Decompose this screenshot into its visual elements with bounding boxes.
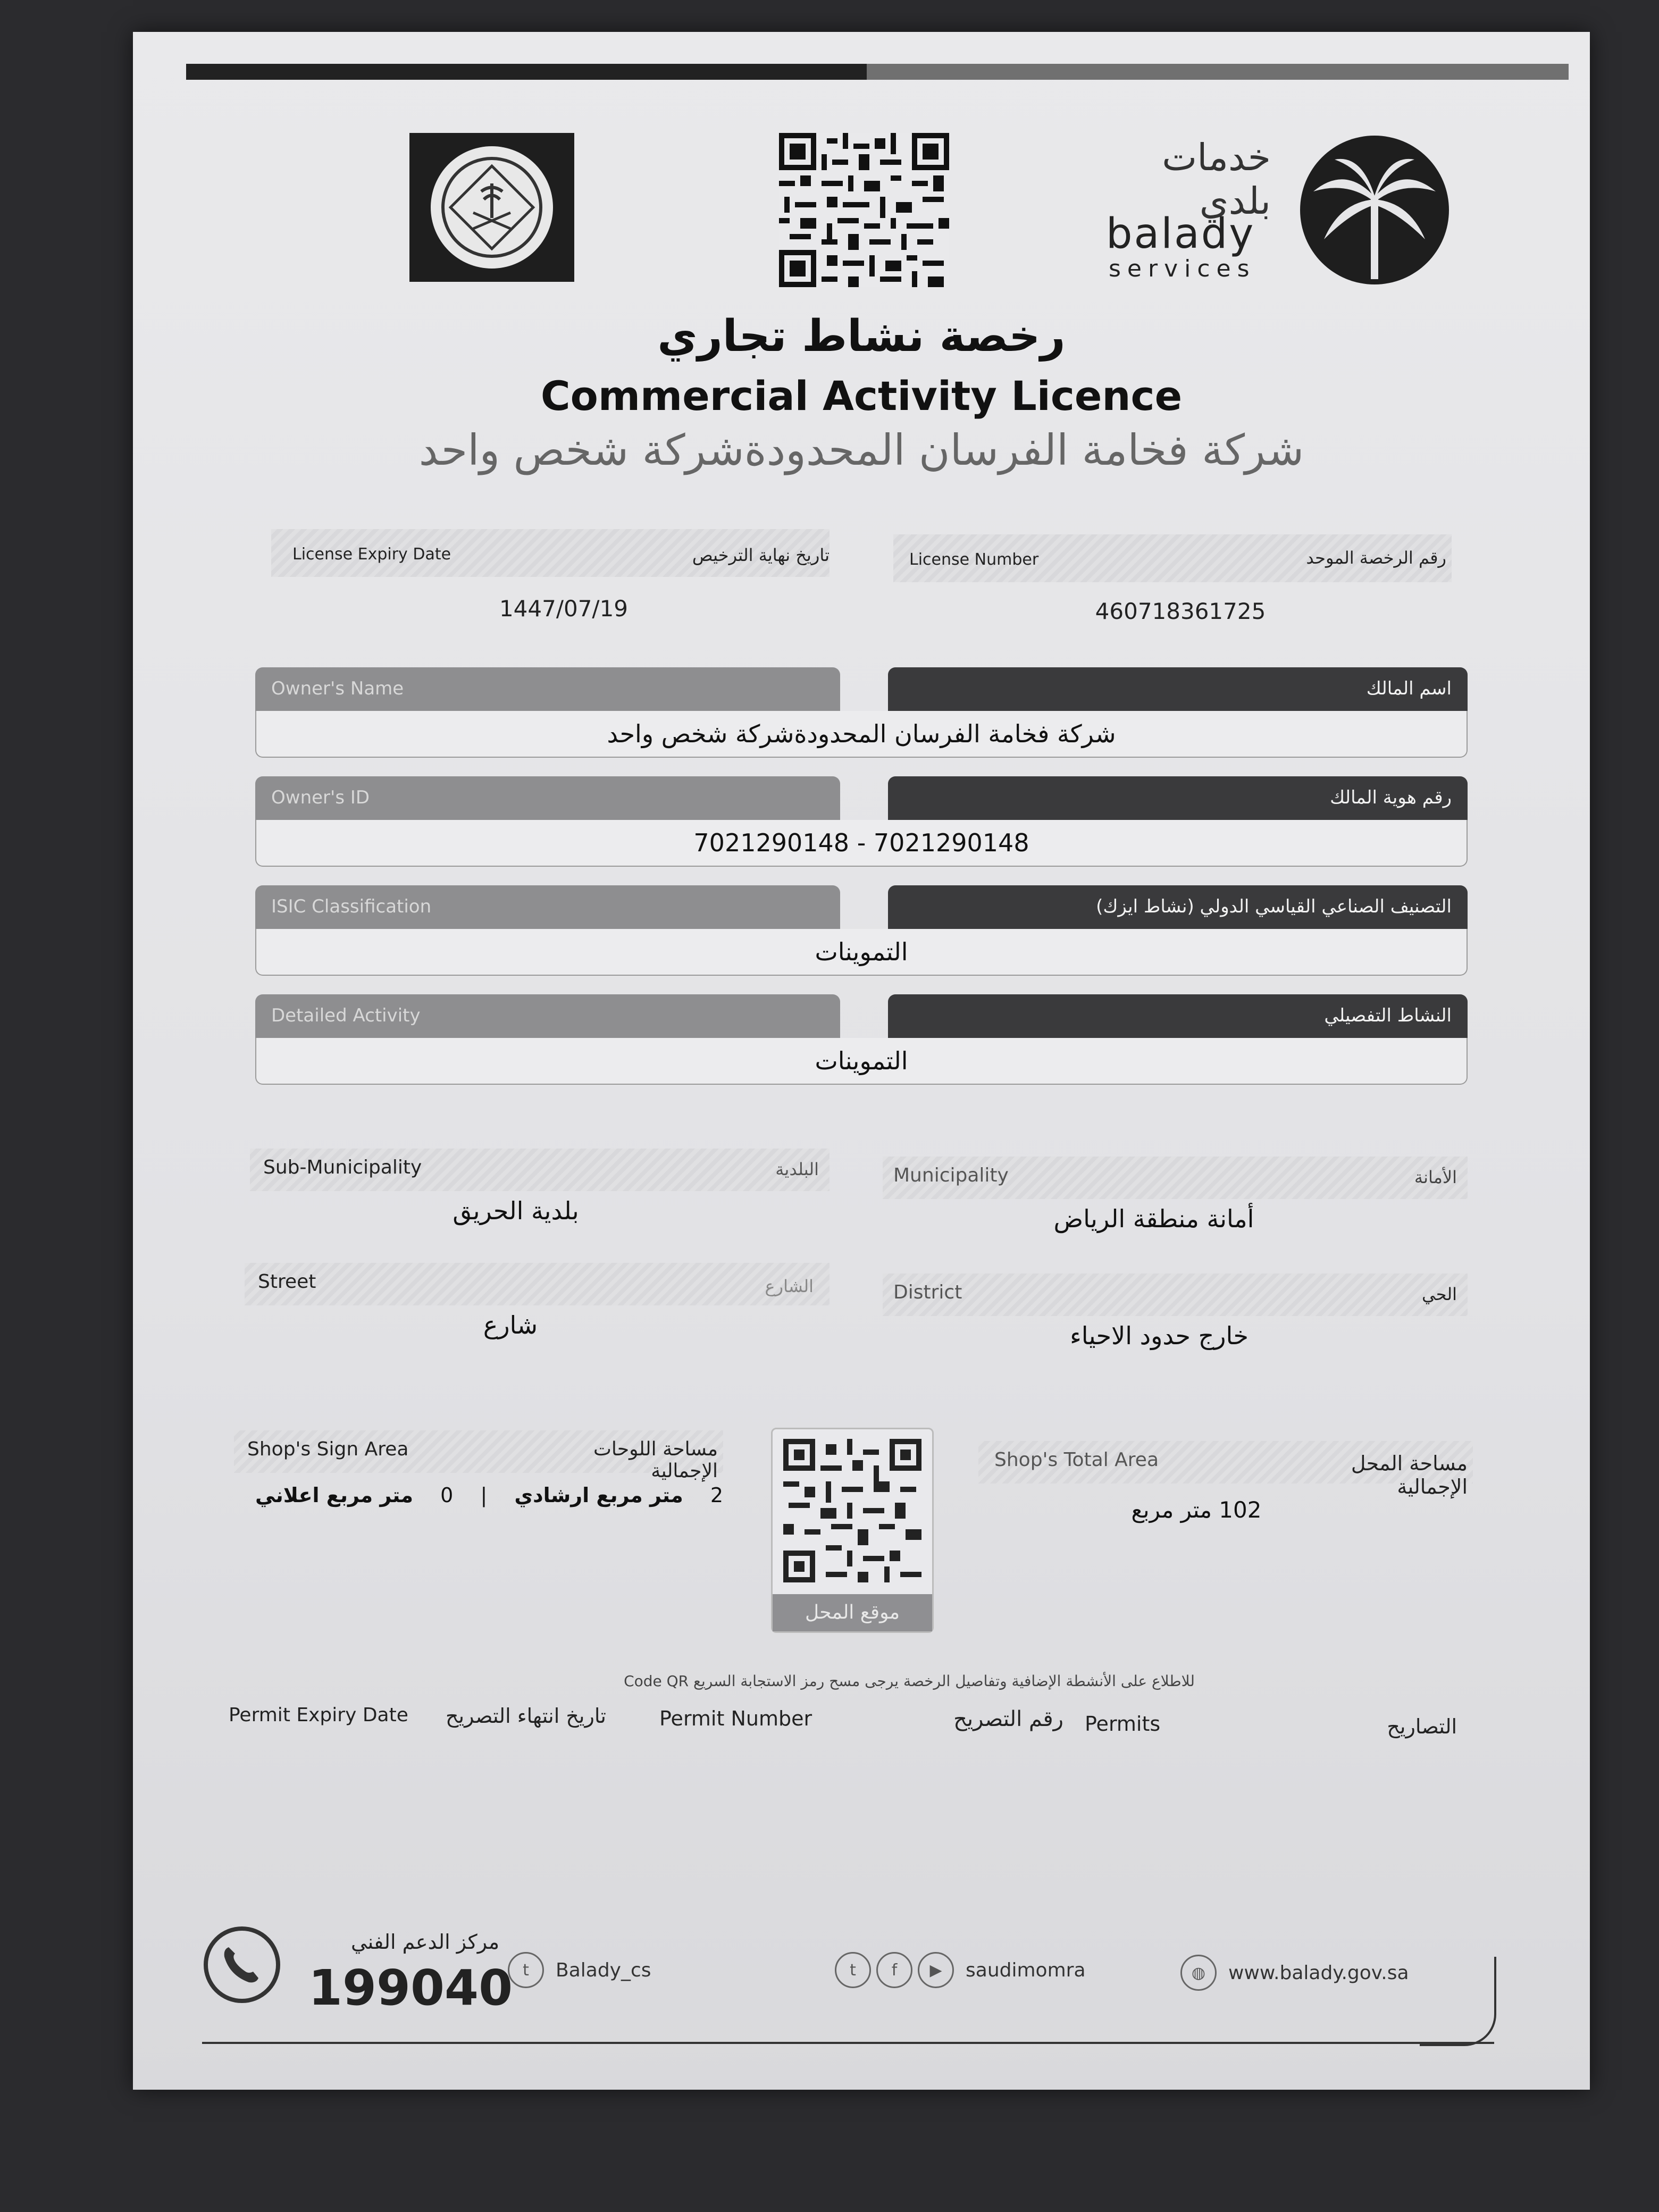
sign-guide-number: 2 (710, 1484, 723, 1507)
title-arabic: رخصة نشاط تجاري (657, 311, 1066, 362)
owner-id-label-ar: رقم هوية المالك (1330, 787, 1452, 808)
owner-id-label-en: Owner's ID (271, 787, 370, 808)
total-area-value: 102 متر مربع (1131, 1497, 1262, 1523)
top-bar (186, 64, 1569, 80)
sign-guide-unit: متر مربع ارشادي (514, 1484, 683, 1507)
detailed-activity-row (255, 994, 1468, 1090)
owner-name-value: شركة فخامة الفرسان المحدودةشركة شخص واحد (607, 719, 1116, 748)
license-number-label-ar: رقم الرخصة الموحد (1306, 548, 1446, 568)
isic-label-en: ISIC Classification (271, 896, 432, 917)
permits-label-en: Permits (1085, 1712, 1161, 1736)
qr-code-icon (779, 133, 949, 287)
footer-curve (1420, 1957, 1496, 2046)
website-link[interactable] (1180, 1954, 1409, 1991)
phone-icon (202, 1925, 282, 2005)
sub-municipality-label-ar: البلدية (775, 1159, 819, 1179)
palm-icon (1297, 133, 1452, 287)
isic-value: التموينات (815, 937, 908, 966)
owner-id-value: 7021290148 - 7021290148 (693, 828, 1029, 857)
license-expiry-label-ar: تاريخ نهاية الترخيص (692, 545, 830, 565)
sign-area-values (255, 1484, 723, 1507)
owner-name-label-ar: اسم المالك (1366, 678, 1452, 699)
district-label-en: District (893, 1281, 962, 1303)
social-handle: saudimomra (966, 1959, 1086, 1981)
street-label-ar: الشارع (765, 1276, 814, 1296)
activity-value: التموينات (815, 1046, 908, 1075)
owner-name-row (255, 667, 1468, 763)
total-area-label-en: Shop's Total Area (994, 1449, 1159, 1471)
municipality-logo (409, 133, 574, 282)
qr-hint-text: للاطلاع على الأنشطة الإضافية وتفاصيل الرخصة يرجى مسح رمز الاستجابة السريع Code QR (624, 1672, 1195, 1690)
balady-wordmark: balady (1106, 210, 1255, 258)
sign-separator: | (480, 1484, 488, 1507)
district-value: خارج حدود الاحياء (1070, 1321, 1249, 1350)
support-number[interactable]: 199040 (308, 1959, 513, 2016)
sign-area-label-ar: مساحة اللوحات الإجمالية (593, 1438, 718, 1482)
twitter-icon[interactable]: t (835, 1952, 871, 1988)
facebook-icon[interactable]: f (876, 1952, 912, 1988)
balady-services-text: services (1109, 255, 1256, 282)
license-document (133, 32, 1590, 2090)
license-number-value: 460718361725 (1095, 598, 1266, 624)
shop-location-caption: موقع المحل (773, 1594, 932, 1631)
website-url: www.balady.gov.sa (1228, 1962, 1409, 1984)
district-label-ar: الحي (1422, 1284, 1457, 1304)
activity-label-ar: النشاط التفصيلي (1324, 1005, 1452, 1026)
twitter-link[interactable] (508, 1951, 651, 1989)
owner-id-row (255, 776, 1468, 872)
municipality-value: أمانة منطقة الرياض (1053, 1204, 1254, 1233)
street-value: شارع (483, 1311, 538, 1339)
sign-area-label-en: Shop's Sign Area (247, 1438, 409, 1460)
license-expiry-value: 1447/07/19 (499, 596, 629, 622)
sub-municipality-value: بلدية الحريق (453, 1196, 579, 1225)
isic-row (255, 885, 1468, 981)
total-area-label-ar: مساحة المحل الإجمالية (1351, 1452, 1468, 1498)
permit-number-label-en: Permit Number (659, 1707, 812, 1730)
sign-ad-unit: متر مربع اعلاني (255, 1484, 414, 1507)
sign-ad-number: 0 (440, 1484, 454, 1507)
footer-divider (202, 2042, 1494, 2044)
twitter-icon: t (508, 1952, 544, 1988)
globe-icon: ◍ (1180, 1955, 1217, 1991)
sub-municipality-label-en: Sub-Municipality (263, 1157, 422, 1178)
municipality-label-ar: الأمانة (1414, 1167, 1457, 1187)
balady-arabic-logo: خدمات بلدي (1162, 136, 1271, 223)
permits-label-ar: التصاريح (1387, 1715, 1457, 1738)
permit-expiry-label-ar: تاريخ انتهاء التصريح (446, 1704, 606, 1728)
qr-code-icon (783, 1439, 921, 1582)
permit-expiry-label-en: Permit Expiry Date (229, 1704, 408, 1726)
activity-label-en: Detailed Activity (271, 1005, 421, 1026)
company-name-heading: شركة فخامة الفرسان المحدودةشركة شخص واحد (418, 425, 1304, 475)
shop-location-qr[interactable] (771, 1428, 934, 1633)
municipality-label-en: Municipality (893, 1164, 1009, 1186)
license-number-label-en: License Number (909, 550, 1039, 569)
license-expiry-label-en: License Expiry Date (292, 545, 451, 564)
twitter-handle: Balady_cs (556, 1959, 651, 1981)
street-label-en: Street (258, 1271, 316, 1293)
title-english: Commercial Activity Licence (540, 372, 1183, 420)
social-links[interactable] (835, 1951, 1086, 1989)
support-center-label: مركز الدعم الفني (351, 1930, 500, 1954)
seal-icon (431, 146, 553, 269)
owner-name-label-en: Owner's Name (271, 678, 404, 699)
permit-number-label-ar: رقم التصريح (953, 1707, 1063, 1731)
youtube-icon[interactable]: ▶ (918, 1952, 954, 1988)
isic-label-ar: التصنيف الصناعي القياسي الدولي (نشاط ايزك) (1096, 896, 1452, 917)
